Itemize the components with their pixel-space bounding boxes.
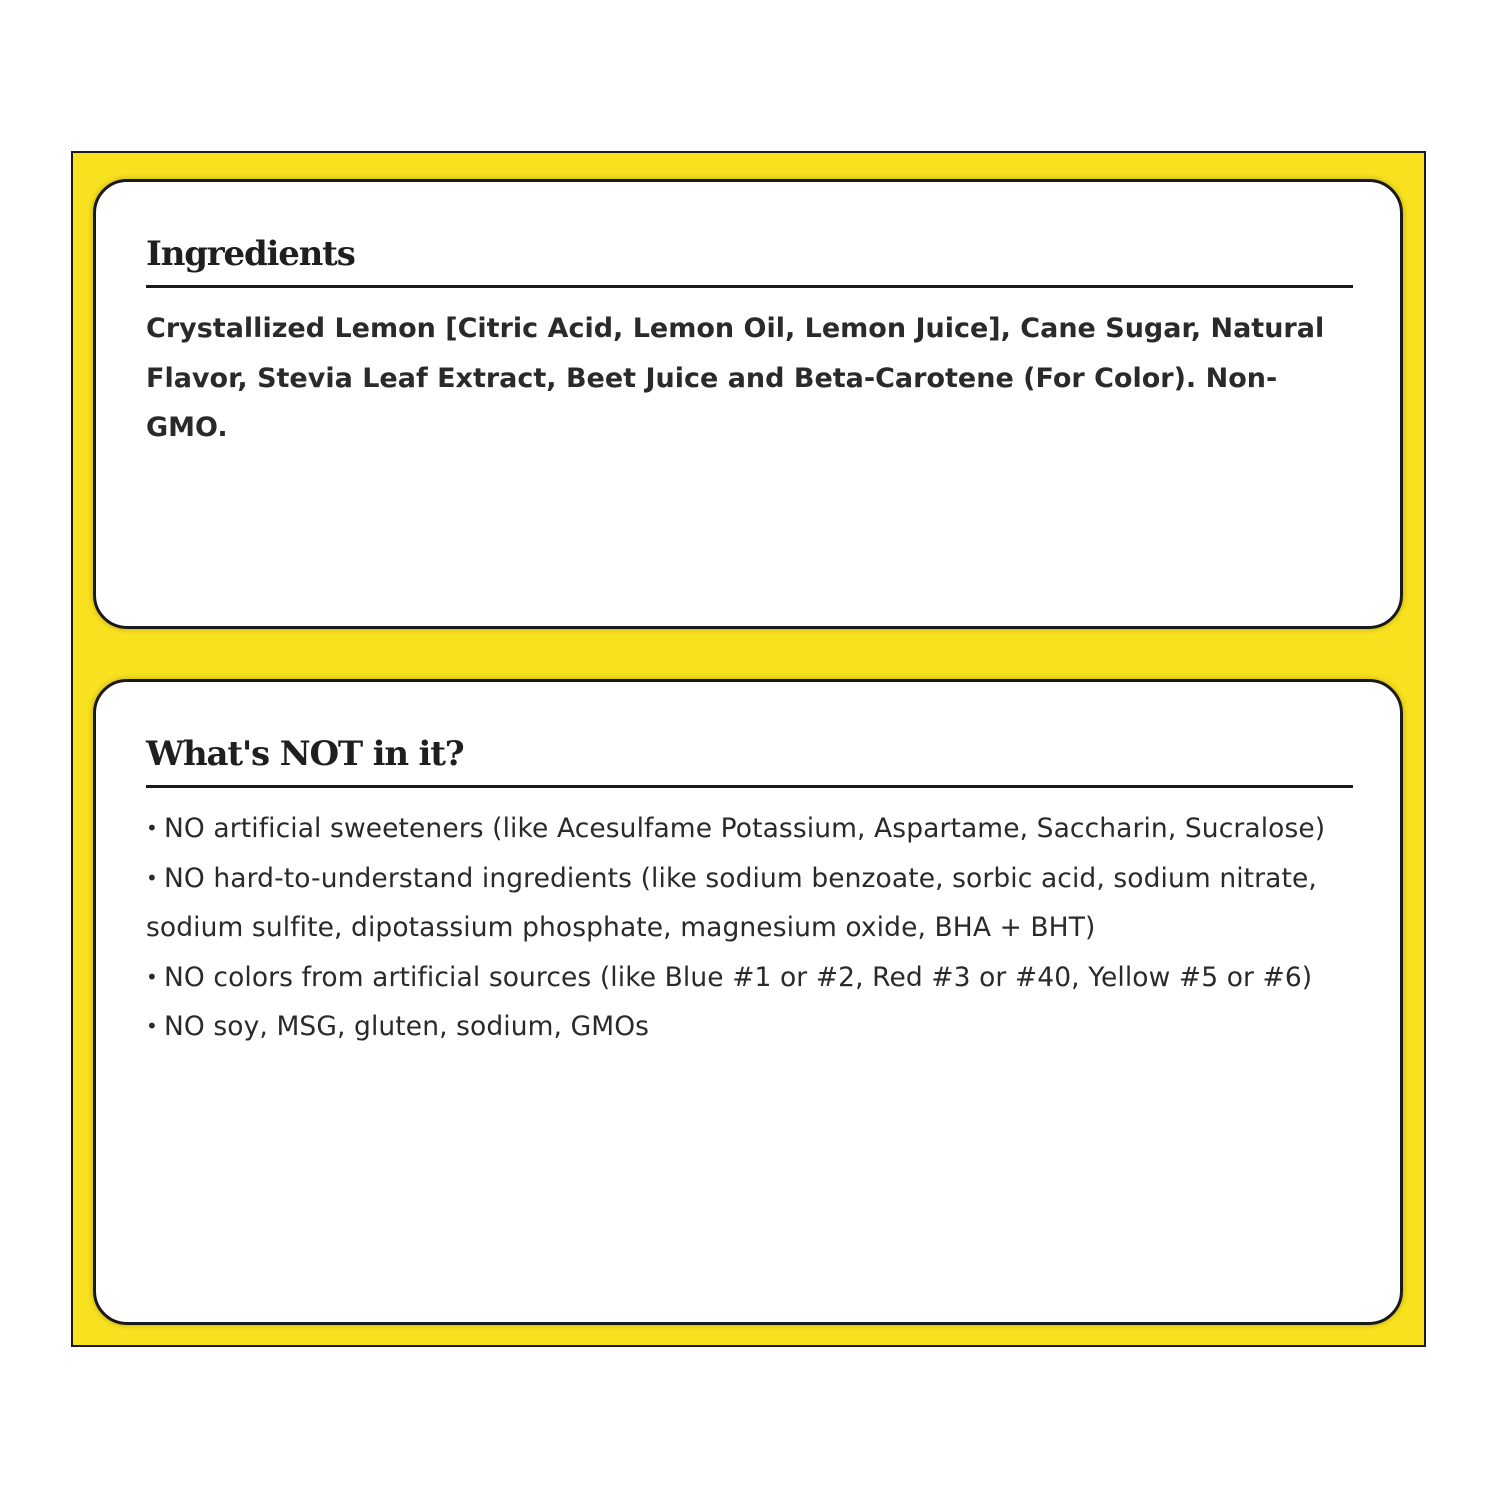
bullet-icon: • bbox=[146, 865, 158, 890]
not-in-it-divider bbox=[146, 785, 1353, 788]
yellow-panel bbox=[71, 151, 1426, 1347]
ingredients-divider bbox=[146, 285, 1353, 288]
not-in-it-list bbox=[146, 804, 1361, 1052]
list-item bbox=[146, 953, 1361, 1003]
list-item bbox=[146, 804, 1361, 854]
list-item bbox=[146, 854, 1361, 953]
list-item-text: NO artificial sweeteners (like Acesulfame Potassium, Aspartame, Saccharin, Sucralose) bbox=[164, 813, 1326, 844]
ingredients-text: Crystallized Lemon [Citric Acid, Lemon Oil, Lemon Juice], Cane Sugar, Natural Flavor, Stevia Leaf Extract, Beet Juice and Beta-Carotene (For Color). Non-GMO. bbox=[146, 313, 1325, 443]
not-in-it-title: What's NOT in it? bbox=[146, 734, 464, 774]
list-item-text: NO colors from artificial sources (like Blue #1 or #2, Red #3 or #40, Yellow #5 or #6) bbox=[164, 961, 1313, 993]
list-item-text: NO soy, MSG, gluten, sodium, GMOs bbox=[164, 1011, 650, 1042]
bullet-icon: • bbox=[146, 816, 158, 840]
bullet-icon: • bbox=[146, 964, 158, 989]
ingredients-card bbox=[93, 179, 1403, 629]
bullet-icon: • bbox=[146, 1014, 158, 1038]
list-item bbox=[146, 1002, 1361, 1052]
not-in-it-card bbox=[93, 679, 1403, 1325]
ingredients-title: Ingredients bbox=[146, 234, 355, 274]
list-item-text: NO hard-to-understand ingredients (like sodium benzoate, sorbic acid, sodium nitrate, sodium sulfite, dipotassium phosphate, magnesium oxide, BHA + BHT) bbox=[146, 862, 1317, 943]
